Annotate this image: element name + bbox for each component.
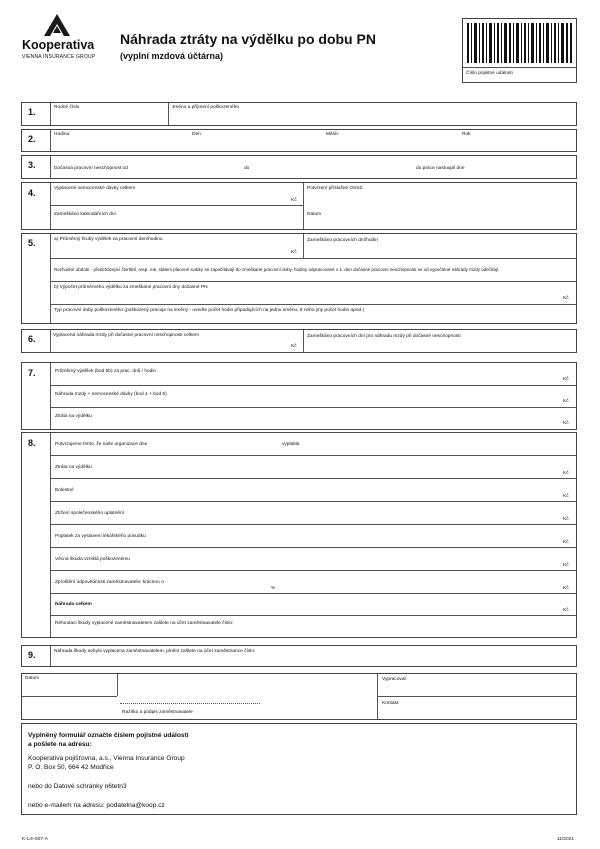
wage-plus-sick-label: Náhrada mzdy + nemocenské dávky (bod 4 + bod 6) bbox=[55, 392, 167, 397]
liability-percent-sign: % bbox=[271, 586, 276, 591]
social-impairment-label: Ztížení společenského uplatnění bbox=[55, 511, 125, 516]
section-9-number: 9. bbox=[28, 650, 36, 660]
property-damage-currency: Kč bbox=[563, 563, 569, 568]
liability-reduction-label: Zproštění odpovědnosti zaměstnavatele: kráceno o bbox=[55, 580, 164, 585]
month-label: Měsíc bbox=[326, 132, 339, 137]
section-2-number: 2. bbox=[28, 134, 36, 144]
s8-earnings-loss-label: Ztráta na výdělku bbox=[55, 465, 92, 470]
signature-box bbox=[21, 673, 577, 720]
mailing-instructions-box bbox=[21, 723, 577, 815]
wage-plus-sick-currency: Kč bbox=[563, 399, 569, 404]
wage-compensation-currency: Kč bbox=[291, 344, 297, 349]
brand-sub: VIENNA INSURANCE GROUP bbox=[22, 54, 96, 60]
section-3-number: 3. bbox=[28, 160, 36, 170]
sick-pay-currency: Kč bbox=[291, 198, 297, 203]
sick-pay-label: Vyplacené nemocenské dávky celkem bbox=[54, 186, 136, 191]
missed-work-days-label: Zameškáno pracovních dní/hodin bbox=[307, 238, 378, 243]
medical-report-fee-label: Poplatek za vystavení lékařského posudku bbox=[55, 534, 146, 539]
section-8-number: 8. bbox=[28, 438, 36, 448]
pain-compensation-label: Bolestné bbox=[55, 488, 74, 493]
email-line[interactable]: nebo e-mailem na adresu: podatelna@koop.cz bbox=[28, 802, 165, 809]
section-7-number: 7. bbox=[28, 368, 36, 378]
claim-number-label: Číslo pojistné události bbox=[466, 71, 513, 76]
injured-name-label: Jméno a příjmení poškozeného bbox=[172, 105, 239, 110]
avg-gross-currency: Kč bbox=[291, 250, 297, 255]
total-compensation-currency: Kč bbox=[563, 608, 569, 613]
temp-incapacity-from-label: Dočasná pracovní neschopnost od bbox=[54, 166, 128, 171]
avg-earnings-calc-currency: Kč bbox=[563, 296, 569, 301]
missed-days-label: Zameškáno kalendářních dní bbox=[54, 212, 116, 217]
form-date: 11/2021 bbox=[557, 837, 574, 842]
prepared-by-label: Vypracoval: bbox=[382, 677, 407, 682]
birth-number-label: Rodné číslo bbox=[54, 105, 80, 110]
day-label: Den bbox=[192, 132, 201, 137]
section-2-box bbox=[21, 129, 577, 152]
address-line-1: Kooperativa pojišťovna, a.s., Vienna Insurance Group bbox=[28, 755, 185, 762]
claim-number-box bbox=[462, 18, 577, 83]
instructions-line-2: a pošlete na adresu: bbox=[28, 741, 92, 748]
confirmation-label: Potvrzujeme tímto, že naše organizace dne bbox=[55, 442, 148, 447]
instructions-line-1: Vyplněný formulář označte číslem pojistné události bbox=[28, 732, 189, 739]
section-1-box bbox=[21, 102, 577, 126]
section-4-box bbox=[21, 182, 577, 230]
temp-incapacity-to-label: do bbox=[244, 166, 250, 171]
decisive-period-note: Rozhodné období - předcházející čtvrtletí, resp. rok, státem placené svátky se započítávají do zmeškané pracovní doby, hodiny odpracované v 1. den dočasné pracovní neschopnosti se od vypočtené náhrady mzdy odečítají. bbox=[54, 267, 500, 272]
ossz-date-label: Datum bbox=[307, 212, 322, 217]
section-6-box bbox=[21, 329, 577, 353]
avg-earnings-days-label: Průměrný výdělek (bod 5b) za prac. dnů / hodin bbox=[55, 369, 157, 374]
ossz-label: Potvrzení příslušné OSSZ bbox=[307, 186, 363, 191]
social-impairment-currency: Kč bbox=[563, 517, 569, 522]
section-1-number: 1. bbox=[28, 107, 36, 117]
property-damage-label: Věcná škoda vzniklá poškozenému bbox=[55, 557, 130, 562]
year-label: Rok bbox=[462, 132, 471, 137]
avg-earnings-days-currency: Kč bbox=[563, 377, 569, 382]
avg-gross-earnings-label: a) Průměrný hrubý výdělek za pracovní den/hodinu bbox=[54, 237, 163, 242]
return-to-work-label: do práce nastoupil dne bbox=[416, 166, 465, 171]
pain-compensation-currency: Kč bbox=[563, 494, 569, 499]
not-paid-label: Náhrada škody nebyla vyplacena zaměstnavatelem, plnění zašlete na účet zaměstnance číslo: bbox=[54, 649, 256, 654]
address-line-2: P. O. Box 50, 664 42 Modřice bbox=[28, 764, 114, 771]
hour-label: Hodina bbox=[54, 132, 70, 137]
total-compensation-label: Náhrada celkem bbox=[55, 602, 92, 607]
page-subtitle: (vyplní mzdová účtárna) bbox=[120, 51, 224, 61]
section-9-box bbox=[21, 645, 577, 667]
data-box-line: nebo do Datové schránky n6tetn3 bbox=[28, 783, 127, 790]
working-time-type-label: Typ pracovní doby poškozeného (poškozený pracuje na směny - uveďte počet hodin připadajících na jednu směnu, 8 nebo jiný počet hodin apod.) bbox=[54, 308, 365, 313]
form-code: K-Lm-507-A bbox=[22, 837, 48, 842]
paid-label: vyplatila bbox=[282, 442, 300, 447]
contact-label: Kontakt: bbox=[382, 701, 400, 706]
section-5-box bbox=[21, 233, 577, 324]
s8-earnings-loss-currency: Kč bbox=[563, 471, 569, 476]
section-6-number: 6. bbox=[28, 334, 36, 344]
section-3-box bbox=[21, 155, 577, 179]
employer-refund-label: Refundaci škody vyplacené zaměstnavatelem zašlete na účet zaměstnavatele číslo: bbox=[55, 621, 234, 626]
avg-earnings-calc-label: b) Výpočet průměrného výdělku za zmeškané pracovní dny dočasné PN bbox=[54, 285, 208, 290]
kooperativa-logo-icon bbox=[44, 14, 70, 36]
medical-report-fee-currency: Kč bbox=[563, 540, 569, 545]
brand-name: Kooperativa bbox=[22, 38, 95, 52]
earnings-loss-label: Ztráta na výdělku bbox=[55, 414, 92, 419]
section-4-number: 4. bbox=[28, 188, 36, 198]
missed-paid-days-label: Zameškáno pracovních dní pro náhradu mzdy při dočasné neschopnosti bbox=[307, 334, 461, 339]
section-5-number: 5. bbox=[28, 238, 36, 248]
barcode-icon bbox=[467, 23, 572, 63]
wage-compensation-label: Vyplacená náhrada mzdy při dočasné pracovní neschopnosti celkem bbox=[53, 333, 199, 338]
liability-reduction-currency: Kč bbox=[563, 586, 569, 591]
section-7-box bbox=[21, 362, 577, 430]
earnings-loss-currency: Kč bbox=[563, 421, 569, 426]
page-title: Náhrada ztráty na výdělku po dobu PN bbox=[120, 31, 376, 47]
signature-date-label: Datum bbox=[25, 676, 40, 681]
section-8-box bbox=[21, 432, 577, 638]
stamp-signature-label: Razítko a podpis zaměstnavatele bbox=[122, 710, 193, 715]
